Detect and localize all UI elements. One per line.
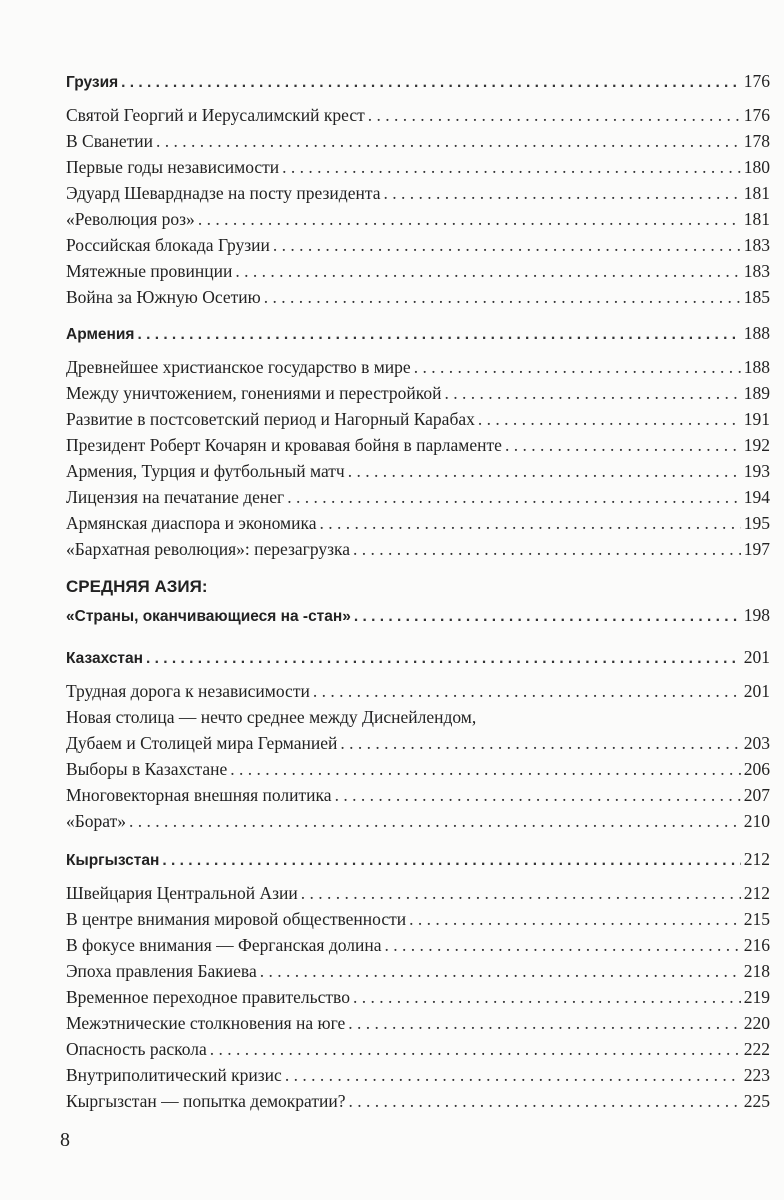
chapter-title: Армения [66, 326, 135, 343]
page-ref: 191 [743, 409, 770, 429]
dot-leader [505, 434, 741, 456]
page-ref: 193 [743, 461, 770, 481]
chapter-title: Казахстан [66, 650, 144, 667]
dot-leader [129, 810, 741, 832]
dot-leader [230, 758, 740, 780]
entry-title: Первые годы независимости [66, 157, 280, 177]
dot-leader [478, 408, 741, 430]
toc-entry [66, 1012, 770, 1034]
dot-leader [162, 850, 740, 872]
dot-leader [301, 882, 741, 904]
entry-title: Внутриполитический кризис [66, 1065, 282, 1085]
dot-leader [313, 680, 741, 702]
entry-title: Опасность раскола [66, 1039, 207, 1059]
toc-entry [66, 732, 770, 754]
page-ref: 194 [743, 487, 770, 507]
entry-title: Президент Роберт Кочарян и кровавая бойня в парламенте [66, 435, 502, 455]
page-ref: 188 [743, 323, 770, 343]
entry-title: Российская блокада Грузии [66, 235, 270, 255]
entry-title: «Революция роз» [66, 209, 195, 229]
page-ref: 180 [743, 157, 770, 177]
part-heading: СРЕДНЯЯ АЗИЯ: [66, 577, 208, 596]
page-ref: 176 [743, 105, 770, 125]
dot-leader [264, 286, 741, 308]
dot-leader [210, 1038, 741, 1060]
page-ref: 216 [743, 935, 770, 955]
chapter-kyrgyzstan [66, 848, 770, 872]
entry-title: Трудная дорога к независимости [66, 681, 310, 701]
page-ref: 203 [743, 733, 770, 753]
page-ref: 201 [743, 681, 770, 701]
entry-title: Дубаем и Столицей мира Германией [66, 733, 338, 753]
part-subtitle [66, 604, 770, 628]
page-number: 8 [60, 1129, 70, 1151]
page-ref: 210 [743, 811, 770, 831]
dot-leader [273, 234, 741, 256]
dot-leader [285, 1064, 741, 1086]
toc-entry-continued [66, 706, 770, 728]
toc-entry [66, 486, 770, 508]
toc-entry [66, 208, 770, 230]
toc-entry [66, 934, 770, 956]
page-ref: 212 [743, 849, 770, 869]
dot-leader [368, 104, 741, 126]
entry-title: Эдуард Шеварднадзе на посту президента [66, 183, 381, 203]
chapter-kazakhstan [66, 646, 770, 670]
page-ref: 197 [743, 539, 770, 559]
chapter-georgia [66, 70, 770, 94]
entry-title: Швейцария Центральной Азии [66, 883, 298, 903]
page-ref: 222 [743, 1039, 770, 1059]
entry-title: Кыргызстан — попытка демократии? [66, 1091, 346, 1111]
entry-title: Армянская диаспора и экономика [66, 513, 317, 533]
entry-title: В Сванетии [66, 131, 154, 151]
page-ref: 178 [743, 131, 770, 151]
page-ref: 183 [743, 235, 770, 255]
page-ref: 192 [743, 435, 770, 455]
dot-leader [340, 732, 740, 754]
toc-entry [66, 182, 770, 204]
dot-leader [287, 486, 741, 508]
entry-title: «Борат» [66, 811, 127, 831]
page-ref: 185 [743, 287, 770, 307]
page-ref: 215 [743, 909, 770, 929]
chapter-title: Грузия [66, 74, 119, 91]
dot-leader [444, 382, 740, 404]
toc-entry [66, 260, 770, 282]
chapter-title: Кыргызстан [66, 852, 160, 869]
toc-entry [66, 1090, 770, 1112]
part-subtitle-text: «Страны, оканчивающиеся на -стан» [66, 608, 351, 625]
dot-leader [348, 1012, 740, 1034]
toc-entry [66, 1064, 770, 1086]
page-ref: 198 [743, 605, 770, 625]
entry-title: Святой Георгий и Иерусалимский крест [66, 105, 365, 125]
dot-leader [354, 606, 741, 628]
entry-title: Война за Южную Осетию [66, 287, 261, 307]
page-ref: 219 [743, 987, 770, 1007]
toc-entry [66, 460, 770, 482]
chapter-armenia [66, 322, 770, 346]
toc-entry [66, 908, 770, 930]
dot-leader [146, 648, 741, 670]
page-ref: 181 [743, 209, 770, 229]
toc-entry [66, 1038, 770, 1060]
toc-entry [66, 538, 770, 560]
page-ref: 212 [743, 883, 770, 903]
dot-leader [353, 538, 741, 560]
dot-leader [137, 324, 740, 346]
entry-title: Мятежные провинции [66, 261, 233, 281]
dot-leader [349, 1090, 741, 1112]
entry-title: Развитие в постсоветский период и Нагорный Карабах [66, 409, 475, 429]
entry-title: Межэтнические столкновения на юге [66, 1013, 346, 1033]
dot-leader [282, 156, 741, 178]
page-ref: 220 [743, 1013, 770, 1033]
page-ref: 188 [743, 357, 770, 377]
entry-title: «Бархатная революция»: перезагрузка [66, 539, 351, 559]
page-ref: 189 [743, 383, 770, 403]
toc-entry [66, 882, 770, 904]
toc-entry [66, 758, 770, 780]
entry-title: Многовекторная внешняя политика [66, 785, 332, 805]
toc-entry [66, 810, 770, 832]
toc-entry [66, 408, 770, 430]
page-ref: 195 [743, 513, 770, 533]
toc-entry [66, 434, 770, 456]
page-ref: 225 [743, 1091, 770, 1111]
dot-leader [383, 182, 740, 204]
entry-title: Армения, Турция и футбольный матч [66, 461, 345, 481]
entry-title: В центре внимания мировой общественности [66, 909, 407, 929]
page-ref: 223 [743, 1065, 770, 1085]
toc-entry [66, 512, 770, 534]
toc-entry [66, 680, 770, 702]
toc-entry [66, 986, 770, 1008]
entry-title: В фокусе внимания — Ферганская долина [66, 935, 382, 955]
toc-entry [66, 960, 770, 982]
dot-leader [353, 986, 741, 1008]
dot-leader [385, 934, 741, 956]
toc-entry [66, 784, 770, 806]
entry-title: Выборы в Казахстане [66, 759, 228, 779]
page-ref: 181 [743, 183, 770, 203]
page-ref: 207 [743, 785, 770, 805]
page-ref: 183 [743, 261, 770, 281]
dot-leader [235, 260, 740, 282]
dot-leader [414, 356, 741, 378]
toc-entry [66, 382, 770, 404]
dot-leader [409, 908, 741, 930]
dot-leader [198, 208, 741, 230]
toc-entry [66, 234, 770, 256]
toc-entry [66, 286, 770, 308]
entry-title: Лицензия на печатание денег [66, 487, 285, 507]
page-ref: 218 [743, 961, 770, 981]
toc-entry [66, 104, 770, 126]
entry-title: Эпоха правления Бакиева [66, 961, 257, 981]
toc-entry [66, 356, 770, 378]
page-ref: 201 [743, 647, 770, 667]
page-ref: 176 [743, 71, 770, 91]
dot-leader [335, 784, 741, 806]
dot-leader [121, 72, 741, 94]
entry-title: Временное переходное правительство [66, 987, 350, 1007]
entry-title: Между уничтожением, гонениями и перестройкой [66, 383, 442, 403]
page-ref: 206 [743, 759, 770, 779]
dot-leader [319, 512, 740, 534]
toc-entry [66, 130, 770, 152]
entry-title: Новая столица — нечто среднее между Диснейлендом, [66, 707, 477, 727]
dot-leader [260, 960, 741, 982]
toc-entry [66, 156, 770, 178]
dot-leader [156, 130, 741, 152]
dot-leader [348, 460, 741, 482]
entry-title: Древнейшее христианское государство в мире [66, 357, 411, 377]
